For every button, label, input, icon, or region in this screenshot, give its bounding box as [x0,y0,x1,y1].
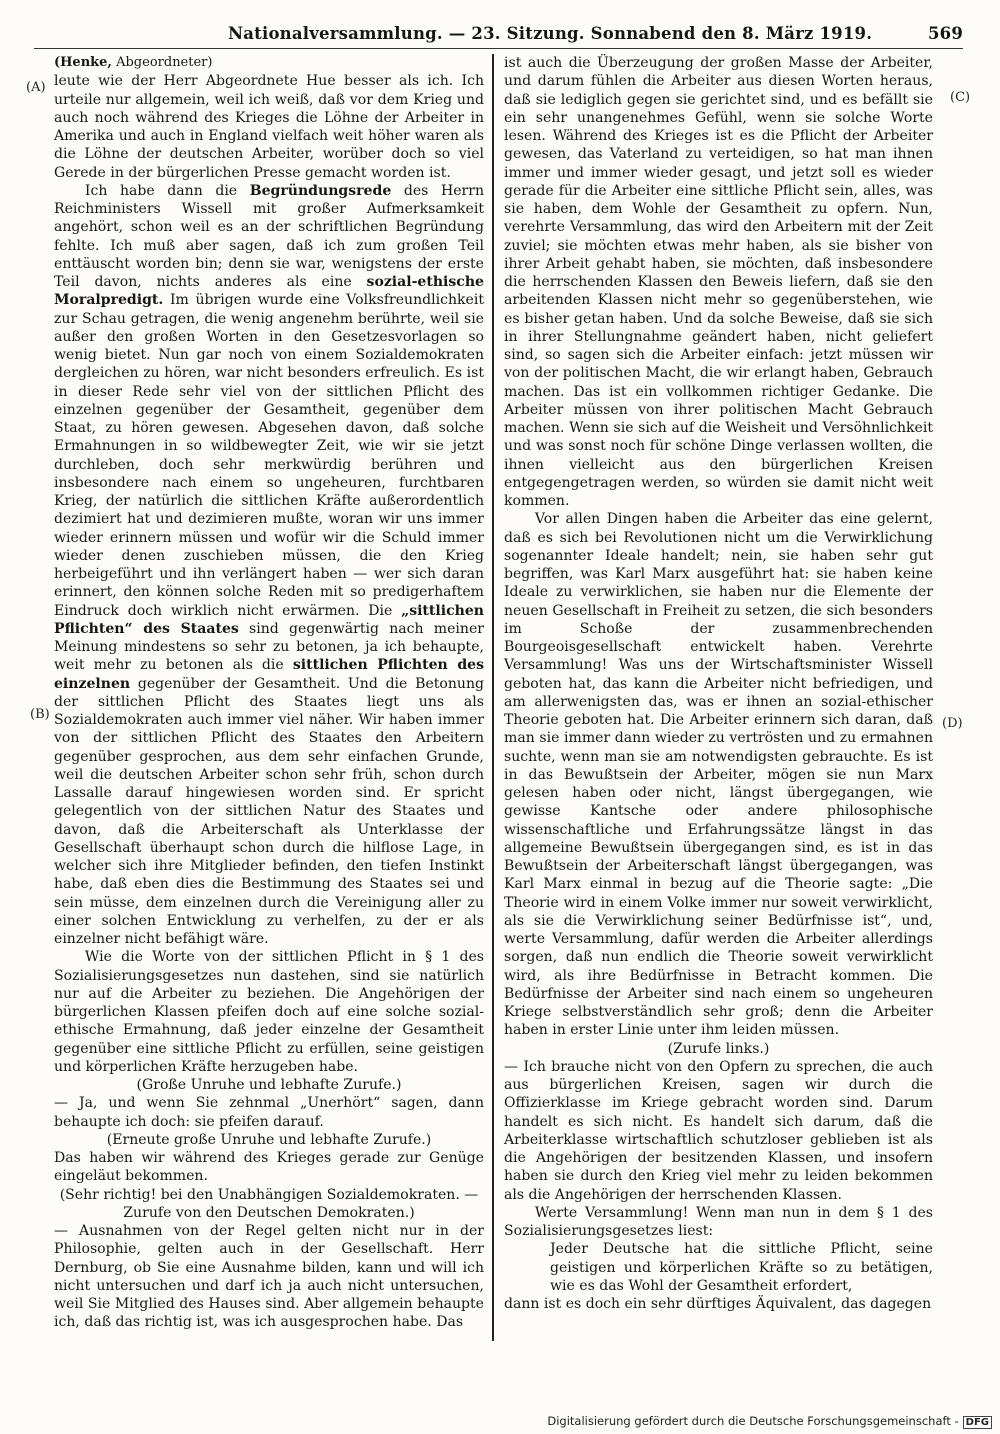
footer-credit [547,1414,992,1429]
paragraph [54,182,484,949]
paragraph: Werte Versammlung! Wenn man nun in dem § 1 des Sozialisierungsgesetzes liest: [504,1204,933,1239]
text-run: sind gegenwärtig nach meiner Meinung mindestens so sehr zu betonen, ja ich behaupte, weit mehr zu betonen als die [54,620,484,674]
footer-text: Digitalisierung gefördert durch die Deutsche Forschungsgemeinschaft - [547,1414,959,1428]
text-run: Ich habe dann die [84,182,250,199]
paragraph: leute wie der Herr Abgeordnete Hue besser als ich. Ich urteile nur allgemein, weil ich weiß, daß vor dem Krieg und auch noch während des Krieges die Löhne der Arbeiter in Amerika und auch in England vielfach weit höher waren als die Löhne der deutschen Arbeiter, worüber doch so viel Gerede in der bürgerlichen Presse gemacht worden ist. [54,73,484,181]
left-column [54,54,484,1332]
running-title: Nationalversammlung. — 23. Sitzung. Sonnabend den 8. März 1919. [228,24,873,43]
interjection: (Sehr richtig! bei den Unabhängigen Sozialdemokraten. — Zurufe von den Deutschen Demokraten.) [59,1186,479,1221]
speaker-name: (Henke, [54,55,112,70]
paragraph: Das haben wir während des Krieges gerade zur Genüge eingeläut bekommen. [54,1150,484,1185]
interjection: (Große Unruhe und lebhafte Zurufe.) [136,1077,402,1093]
dfg-logo: DFG [963,1416,992,1429]
text-run: Im übrigen wurde eine Volksfreundlichkeit zur Schau getragen, die wenig angenehm berührte, weil sie außer den großen Worten in den Gesetzesvorlagen so wenig bietet. Nun gar noch von einem Sozialdemokraten dergleichen zu hören, war nicht besonders erfreulich. Es ist in dieser Rede sehr viel von der sittlichen Pflicht des einzelnen gegenüber der Gesamtheit, gegenüber dem Staat, zu hören gewesen. Abgesehen davon, daß solche Ermahnungen in so wildbewegter Zeit, wie wir sie jetzt durchleben, doch sehr merkwürdig berühren und insbesondere nach einem so ungeheuren, furchtbaren Krieg, der natürlich die sittlichen Kräfte außerordentlich dezimiert hat und dezimieren mußte, woran wir uns immer wieder erinnern müssen und wofür wir die Schuld immer wieder denen zuschieben müssen, die den Krieg herbeigeführt und ihn verlängert haben — wer sich daran erinnert, den können solche Reden mit so predigerhaftem Eindruck doch wirklich nicht erwärmen. Die [54,292,484,619]
interjection: (Zurufe links.) [667,1040,770,1057]
paragraph: — Ausnahmen von der Regel gelten nicht nur in der Philosophie, gelten auch in der Gesellschaft. Herr Dernburg, ob Sie eine Ausnahme bilden, kann und will ich nicht untersuchen und darf ich ja auch nicht untersuchen, weil Sie Mitglied des Hauses sind. Aber allgemein behaupte ich, daß das richtig ist, was ich ausgesprochen habe. Das [54,1223,484,1331]
running-header [228,24,963,46]
paragraph: ist auch die Überzeugung der großen Masse der Arbeiter, und darum fühlen die Arbeiter aus diesen Worten heraus, daß sie lediglich gegen sie gerichtet sind, und es befällt sie ein sehr unangenehmes Gefühl, wenn sie solche Worte lesen. Während des Krieges ist es die Pflicht der Arbeiter gewesen, das Vaterland zu verteidigen, so hat man ihnen immer und immer wieder gesagt, und jetzt soll es wieder gerade für die Arbeiter eine sittliche Pflicht sein, alles, was sie haben, dem Wohle der Gesamtheit zu opfern. Nun, verehrte Versammlung, das wird den Arbeitern mit der Zeit zuviel; sie möchten etwas mehr haben, als sie bisher von ihrer Arbeit gehabt haben, sie möchten, daß insbesondere die herrschenden Klassen den Beweis liefern, daß sie den arbeitenden Klassen nicht mehr so gegenüberstehen, wie es bisher getan haben. Und da solche Beweise, daß sie sich in ihrer Stellungnahme geändert haben, nicht geliefert sind, so sagen sich die Arbeiter einfach: jetzt müssen wir von der politischen Macht, die wir erlangt haben, Gebrauch machen. Das ist ein vollkommen richtiger Gedanke. Die Arbeiter müssen von ihrer politischen Macht Gebrauch machen. Wenn sie sich auf die Weisheit und Versöhnlichkeit und was sonst noch für schöne Dinge verlassen wollten, die ihnen vielleicht aus den bürgerlichen Kreisen entgegengetragen werden, so würden sie damit nicht weit kommen. [504,55,933,509]
text-run: des Herrn Reichministers Wissell mit großer Aufmerksamkeit angehört, schon weil es an der schriftlichen Begründung fehlte. Ich muß aber sagen, daß ich zum großen Teil enttäuscht worden bin; denn sie war, wenigstens der erste Teil davon, nichts anderes als eine [54,182,484,290]
paragraph: — Ich brauche nicht von den Opfern zu sprechen, die auch aus bürgerlichen Kreisen, sagen wir durch die Offizierklasse im Kriege gebracht worden sind. Darum handelt es sich nicht. Es handelt sich darum, daß die Arbeiterklasse wirtschaftlich schutzloser geblieben ist als die Angehörigen der besitzenden Klassen, und insofern haben sie durch den Krieg viel mehr zu leiden bekommen als die Angehörigen der herrschenden Klassen. [504,1058,933,1203]
speaker-role: Abgeordneter) [111,55,213,70]
margin-mark-a: (A) [26,80,46,95]
bold-run: „sittlichen Pflichten“ des Staates [54,602,484,637]
margin-mark-d: (D) [942,716,963,731]
law-quote: Jeder Deutsche hat die sittliche Pflicht, seine geistigen und körperlichen Kräfte so zu betätigen, wie es das Wohl der Gesamtheit erfordert, [550,1241,933,1294]
margin-mark-b: (B) [30,707,50,722]
page-number: 569 [927,24,963,43]
bold-run: sozial-ethische Moralpredigt. [54,274,484,309]
interjection: (Erneute große Unruhe und lebhafte Zurufe.) [106,1131,432,1148]
paragraph: dann ist es doch ein sehr dürftiges Äquivalent, das dagegen [504,1296,932,1312]
bold-run: sittlichen Pflichten des einzelnen [54,657,484,692]
header-rule [34,48,963,49]
text-run: gegenüber der Gesamtheit. Und die Betonung der sittlichen Pflicht des Staates liegt uns als Sozialdemokraten auch immer viel näher. Wir haben immer von der sittlichen Pflicht des Staates den Arbeitern gegenüber gesprochen, aus dem sehr einfachen Grunde, weil die deutschen Arbeiter schon sehr früh, schon durch Lassalle darauf hingewiesen worden sind. Er spricht gelegentlich von der sittlichen Natur des Staates und davon, daß die Arbeiterschaft als Unterklasse der Gesellschaft überhaupt schon durch die hilflose Lage, in welcher sich ihre Mitglieder befinden, den tiefen Instinkt habe, daß eben dies die Bestimmung des Staates sei und sein müsse, dem einzelnen durch die Vereinigung aller zu einer solchen Entwicklung zu verhelfen, zu der er als einzelner nicht befähigt wäre. [54,675,484,947]
speaker-line [54,54,484,72]
paragraph: Wie die Worte von der sittlichen Pflicht in § 1 des Sozialisierungsgesetzes nun dastehen, sind sie natürlich nur auf die Arbeiter zu beziehen. Die Angehörigen der bürgerlichen Klassen pfeifen doch auf eine solche sozial-ethische Ermahnung, daß jeder einzelne der Gesamtheit gegenüber eine sittliche Pflicht zu erfüllen, seine geistigen und körperlichen Kräfte herzugeben habe. [54,949,484,1075]
paragraph: — Ja, und wenn Sie zehnmal „Unerhört“ sagen, dann behaupte ich doch: sie pfeifen darauf. [54,1095,484,1130]
column-divider [492,54,494,1341]
paragraph: Vor allen Dingen haben die Arbeiter das eine gelernt, daß es sich bei Revolutionen nicht um die Verwirklichung sogenannter Ideale handelt; nein, sie haben sehr gut begriffen, was Karl Marx ausgeführt hat: sie haben keine Ideale zu verwirklichen, sie haben nur die Elemente der neuen Gesellschaft in Freiheit zu setzen, die sich besonders im Schoße der zusammenbrechenden Bourgeoisgesellschaft entwickelt haben. Verehrte Versammlung! Was uns der Wirtschaftsminister Wissell geboten hat, das kann die Arbeiter nicht befriedigen, und am allerwenigsten das, was er ihnen an sozial-ethischer Theorie geboten hat. Die Arbeiter erinnern sich daran, daß man sie immer dann wieder zu vertrösten und zu ermahnen suchte, wenn man sie am notwendigsten gebrauchte. Es ist in das Bewußtsein der Arbeiter, mögen sie nun Marx gelesen haben oder nicht, längst übergegangen, wie gewisse Kantsche oder andere philosophische wissenschaftliche und Erfahrungssätze längst in das allgemeine Bewußtsein übergegangen sind, es ist in das Bewußtsein der Arbeiterschaft längst übergegangen, was Karl Marx einmal in bezug auf die Theorie sagte: „Die Theorie wird in einem Volke immer nur soweit verwirklicht, als sie die Verwirklichung seiner Bedürfnisse ist“, und, werte Versammlung, dafür werden die Arbeiter allerdings sorgen, daß nun endlich die Theorie soweit verwirklicht wird, als ihre Bedürfnisse in Betracht kommen. Die Bedürfnisse der Arbeiter sind nach einem so ungeheuren Kriege selbstverständlich sehr groß; denn die Arbeiter haben in erster Linie unter ihm leiden müssen. [504,511,933,1039]
right-column [504,54,933,1313]
margin-mark-c: (C) [950,90,971,105]
bold-run: Begründungsrede [249,182,392,199]
